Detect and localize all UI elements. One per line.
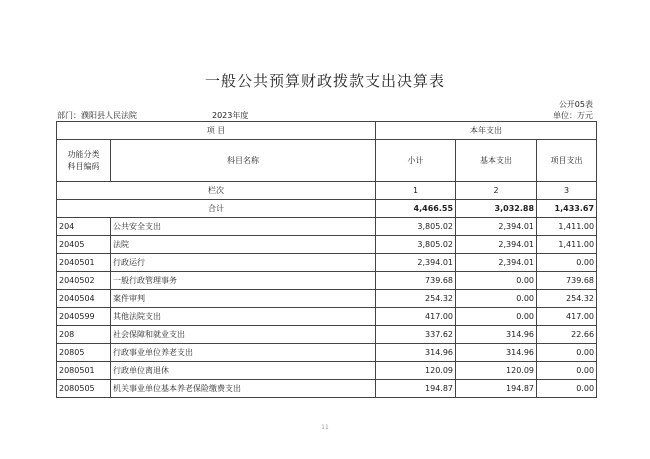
row-subtotal: 3,805.02 xyxy=(376,236,456,254)
table-row xyxy=(57,362,597,380)
row-subtotal: 254.32 xyxy=(376,290,456,308)
subtotal-header: 小计 xyxy=(376,140,456,182)
row-subtotal: 120.09 xyxy=(376,362,456,380)
row-basic: 0.00 xyxy=(456,272,537,290)
total-project: 1,433.67 xyxy=(537,200,597,218)
row-name: 案件审判 xyxy=(111,290,376,308)
year-label: 2023年度 xyxy=(212,111,249,120)
row-code: 2040504 xyxy=(57,290,111,308)
item-header: 项 目 xyxy=(57,122,376,140)
column-order-row xyxy=(57,182,597,200)
subject-name-header: 科目名称 xyxy=(111,140,376,182)
table-row xyxy=(57,344,597,362)
row-basic: 0.00 xyxy=(456,290,537,308)
row-subtotal: 194.87 xyxy=(376,380,456,398)
basic-header: 基本支出 xyxy=(456,140,537,182)
row-name: 其他法院支出 xyxy=(111,308,376,326)
row-project: 417.00 xyxy=(537,308,597,326)
row-project: 0.00 xyxy=(537,380,597,398)
row-project: 22.66 xyxy=(537,326,597,344)
form-code: 公开05表 xyxy=(558,100,593,109)
row-subtotal: 337.62 xyxy=(376,326,456,344)
row-basic: 314.96 xyxy=(456,344,537,362)
header-row-2 xyxy=(57,140,597,182)
row-name: 社会保障和就业支出 xyxy=(111,326,376,344)
row-name: 公共安全支出 xyxy=(111,218,376,236)
row-project: 739.68 xyxy=(537,272,597,290)
table-row xyxy=(57,272,597,290)
row-name: 机关事业单位基本养老保险缴费支出 xyxy=(111,380,376,398)
row-code: 20405 xyxy=(57,236,111,254)
row-project: 0.00 xyxy=(537,254,597,272)
row-basic: 0.00 xyxy=(456,308,537,326)
table-title: 一般公共预算财政拨款支出决算表 xyxy=(204,72,445,90)
table-row xyxy=(57,380,597,398)
row-project: 254.32 xyxy=(537,290,597,308)
table-row xyxy=(57,254,597,272)
table-row xyxy=(57,236,597,254)
row-code: 2040599 xyxy=(57,308,111,326)
row-name: 行政运行 xyxy=(111,254,376,272)
row-basic: 120.09 xyxy=(456,362,537,380)
row-code: 2080501 xyxy=(57,362,111,380)
func-code-header-line1: 功能分类 xyxy=(67,149,100,159)
header-row-1 xyxy=(57,122,597,140)
row-project: 0.00 xyxy=(537,344,597,362)
row-basic: 314.96 xyxy=(456,326,537,344)
row-basic: 2,394.01 xyxy=(456,236,537,254)
row-code: 2040502 xyxy=(57,272,111,290)
total-subtotal: 4,466.55 xyxy=(376,200,456,218)
project-header: 项目支出 xyxy=(537,140,597,182)
row-basic: 2,394.01 xyxy=(456,218,537,236)
row-subtotal: 417.00 xyxy=(376,308,456,326)
page-number: 11 xyxy=(321,424,329,431)
row-name: 行政事业单位养老支出 xyxy=(111,344,376,362)
func-code-header xyxy=(57,140,111,182)
expenditure-table xyxy=(56,121,597,398)
row-project: 0.00 xyxy=(537,362,597,380)
table-row xyxy=(57,326,597,344)
row-name: 法院 xyxy=(111,236,376,254)
col-number-2: 2 xyxy=(456,182,537,200)
row-project: 1,411.00 xyxy=(537,218,597,236)
row-code: 204 xyxy=(57,218,111,236)
total-label: 合计 xyxy=(57,200,376,218)
department-label: 部门：濮阳县人民法院 xyxy=(57,111,137,120)
unit-label: 单位：万元 xyxy=(553,111,593,120)
row-code: 20805 xyxy=(57,344,111,362)
col-number-1: 1 xyxy=(376,182,456,200)
row-subtotal: 3,805.02 xyxy=(376,218,456,236)
row-code: 2040501 xyxy=(57,254,111,272)
row-code: 2080505 xyxy=(57,380,111,398)
column-order-label: 栏次 xyxy=(57,182,376,200)
row-project: 1,411.00 xyxy=(537,236,597,254)
total-basic: 3,032.88 xyxy=(456,200,537,218)
table-row xyxy=(57,308,597,326)
func-code-header-line2: 科目编码 xyxy=(67,161,100,171)
table-row xyxy=(57,290,597,308)
table-row xyxy=(57,218,597,236)
row-basic: 194.87 xyxy=(456,380,537,398)
row-basic: 2,394.01 xyxy=(456,254,537,272)
row-subtotal: 2,394.01 xyxy=(376,254,456,272)
row-name: 一般行政管理事务 xyxy=(111,272,376,290)
row-name: 行政单位离退休 xyxy=(111,362,376,380)
col-number-3: 3 xyxy=(537,182,597,200)
current-year-header: 本年支出 xyxy=(376,122,597,140)
row-subtotal: 314.96 xyxy=(376,344,456,362)
row-subtotal: 739.68 xyxy=(376,272,456,290)
row-code: 208 xyxy=(57,326,111,344)
total-row xyxy=(57,200,597,218)
